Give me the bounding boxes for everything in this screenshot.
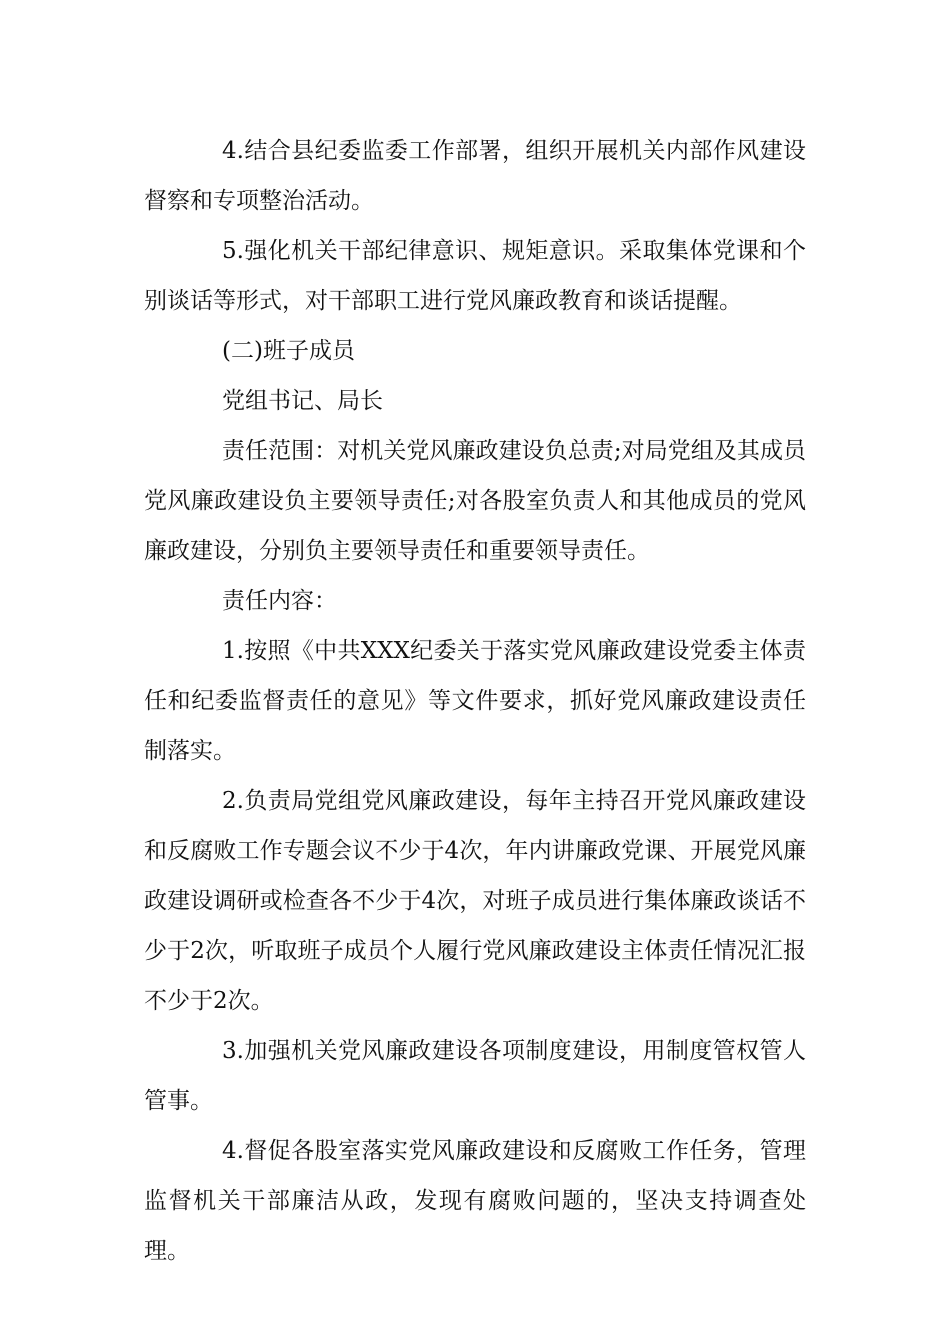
paragraph-item-4-inspection: 4.结合县纪委监委工作部署，组织开展机关内部作风建设督察和专项整治活动。 [144,138,806,214]
paragraph-item-5-discipline: 5.强化机关干部纪律意识、规矩意识。采取集体党课和个别谈话等形式，对干部职工进行党风廉政教育和谈话提醒。 [144,238,806,314]
responsibility-content-heading: 责任内容： [222,588,337,614]
role-heading: 党组书记、局长 [222,388,383,414]
paragraph-item-1-implementation: 1.按照《中共XXX纪委关于落实党风廉政建设党委主体责任和纪委监督责任的意见》等文件要求，抓好党风廉政建设责任制落实。 [144,638,806,764]
document-body [144,126,806,1276]
paragraph-item-2-meetings: 2.负责局党组党风廉政建设，每年主持召开党风廉政建设和反腐败工作专题会议不少于4次，年内讲廉政党课、开展党风廉政建设调研或检查各不少于4次，对班子成员进行集体廉政谈话不少于2次，听取班子成员个人履行党风廉政建设主体责任情况汇报不少于2次。 [144,788,806,1014]
paragraph-item-3-systems: 3.加强机关党风廉政建设各项制度建设，用制度管权管人管事。 [144,1038,806,1114]
section-heading-leadership: (二)班子成员 [222,338,355,364]
paragraph-item-4-supervision: 4.督促各股室落实党风廉政建设和反腐败工作任务，管理监督机关干部廉洁从政，发现有腐败问题的，坚决支持调查处理。 [144,1138,806,1264]
responsibility-scope: 责任范围：对机关党风廉政建设负总责;对局党组及其成员党风廉政建设负主要领导责任;对各股室负责人和其他成员的党风廉政建设，分别负主要领导责任和重要领导责任。 [144,438,806,564]
